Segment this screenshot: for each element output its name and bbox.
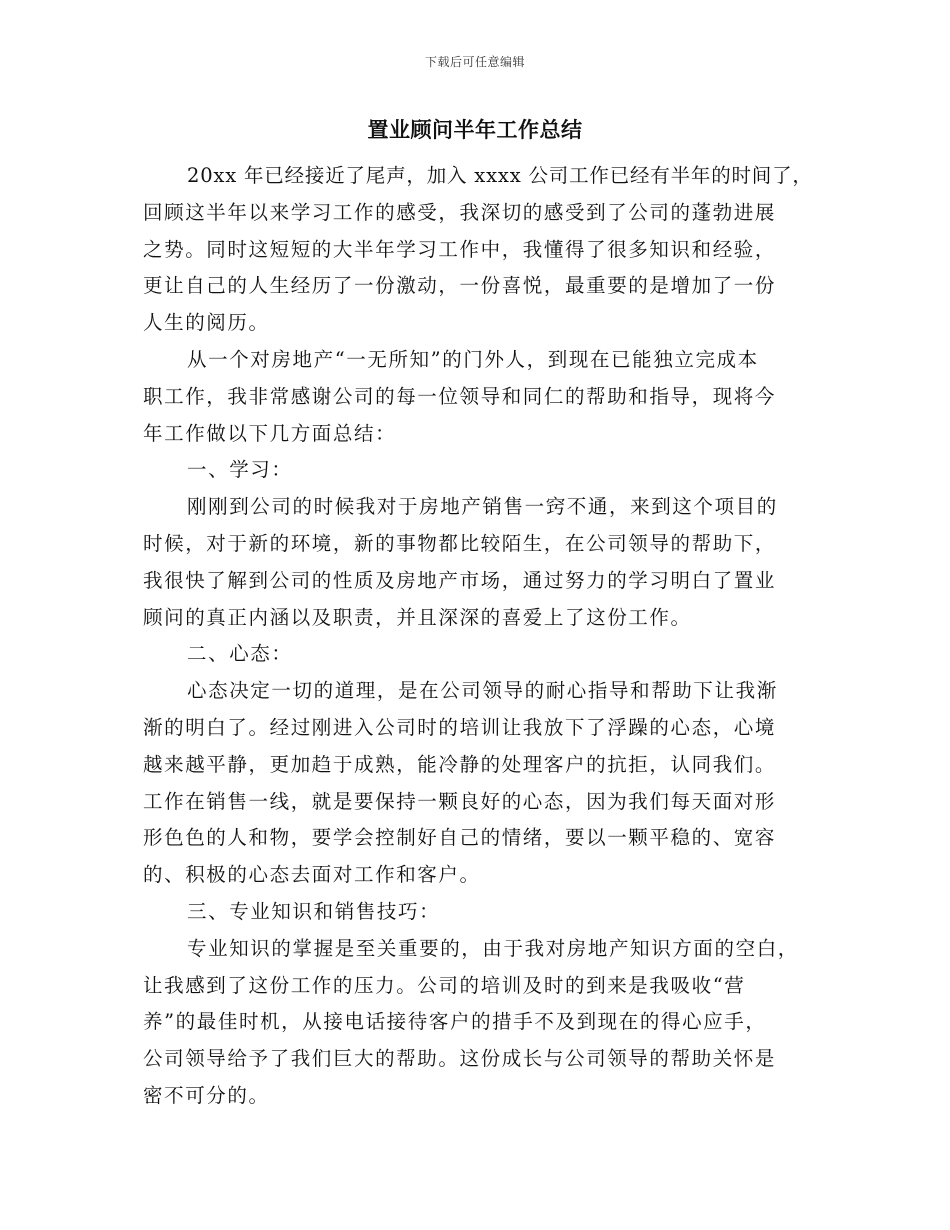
body-line: 从一个对房地产“一无所知”的门外人，到现在已能独立完成本: [187, 347, 759, 371]
body-line: 公司领导给予了我们巨大的帮助。这份成长与公司领导的帮助关怀是: [143, 1047, 777, 1071]
body-line: 养”的最佳时机，从接电话接待客户的措手不及到现在的得心应手，: [143, 1010, 767, 1034]
body-line: 之势。同时这短短的大半年学习工作中，我懂得了很多知识和经验，: [143, 237, 777, 261]
body-line: 年工作做以下几方面总结：: [143, 421, 397, 445]
body-line: 密不可分的。: [143, 1083, 270, 1107]
body-line: 的、积极的心态去面对工作和客户。: [143, 863, 481, 887]
body-line: 二、心态：: [187, 642, 293, 666]
body-line: 越来越平静，更加趋于成熟，能冷静的处理客户的抗拒，认同我们。: [143, 752, 777, 776]
body-line: 渐的明白了。经过刚进入公司时的培训让我放下了浮躁的心态，心境: [143, 715, 777, 739]
body-line: 让我感到了这份工作的压力。公司的培训及时的到来是我吸收“营: [143, 973, 746, 997]
body-line: 心态决定一切的道理，是在公司领导的耐心指导和帮助下让我渐: [187, 679, 778, 703]
body-line: 人生的阅历。: [143, 311, 270, 335]
body-line: 三、专业知识和销售技巧：: [187, 899, 441, 923]
body-line: 时候，对于新的环境，新的事物都比较陌生，在公司领导的帮助下，: [143, 531, 777, 555]
body-line: 刚刚到公司的时候我对于房地产销售一窍不通，来到这个项目的: [187, 495, 778, 519]
body-line: 形色色的人和物，要学会控制好自己的情绪，要以一颗平稳的、宽容: [143, 826, 777, 850]
body-line: 回顾这半年以来学习工作的感受，我深切的感受到了公司的蓬勃进展: [143, 200, 777, 224]
body-line: 我很快了解到公司的性质及房地产市场，通过努力的学习明白了置业: [143, 568, 777, 592]
body-line: 顾问的真正内涵以及职责，并且深深的喜爱上了这份工作。: [143, 605, 692, 629]
body-line: 专业知识的掌握是至关重要的，由于我对房地产知识方面的空白，: [187, 936, 799, 960]
body-line: 20xx 年已经接近了尾声，加入 xxxx 公司工作已经有半年的时间了，: [187, 164, 813, 187]
body-line: 更让自己的人生经历了一份激动，一份喜悦，最重要的是增加了一份: [143, 274, 777, 298]
body-line: 工作在销售一线，就是要保持一颗良好的心态，因为我们每天面对形: [143, 789, 777, 813]
document-title: 置业顾问半年工作总结: [367, 118, 583, 142]
body-line: 职工作，我非常感谢公司的每一位领导和同仁的帮助和指导，现将今: [143, 384, 777, 408]
document-body: [143, 158, 815, 1115]
body-line: 一、学习：: [187, 458, 293, 482]
header-note: 下载后可任意编辑: [424, 55, 525, 69]
